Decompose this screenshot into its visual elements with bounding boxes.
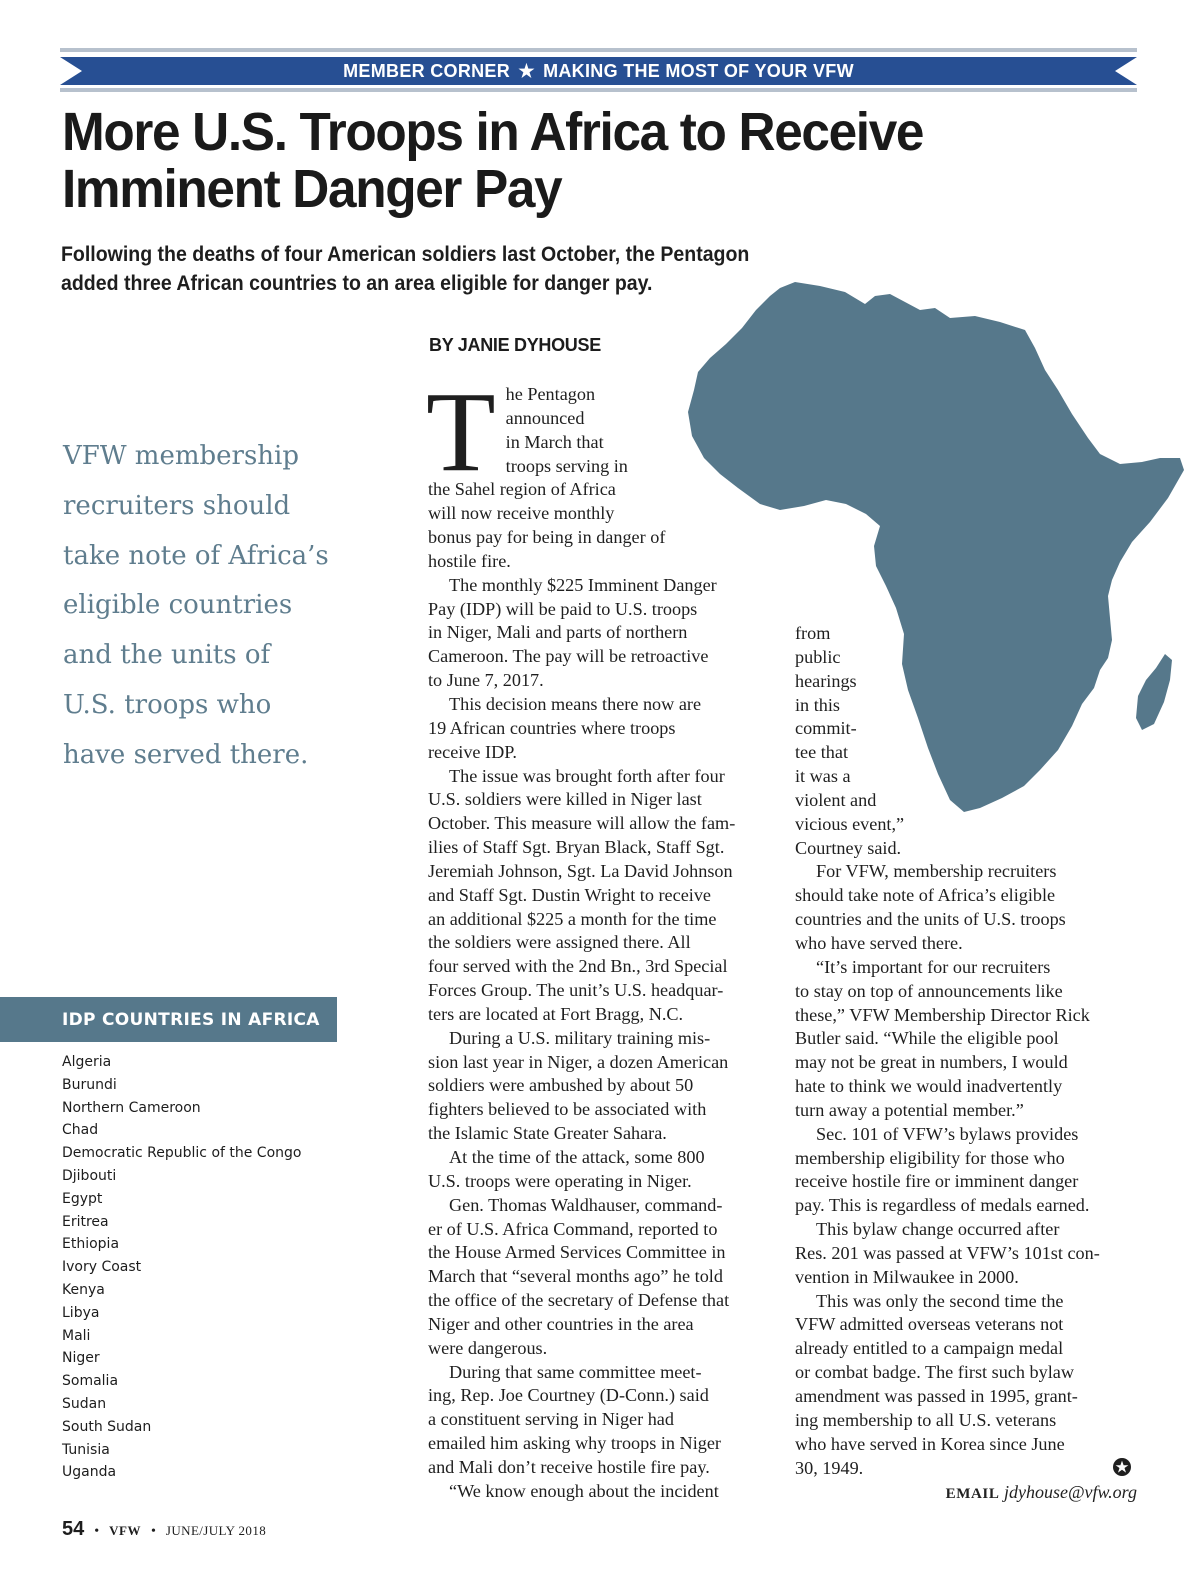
article-line: soldiers were ambushed by about 50 xyxy=(428,1075,694,1096)
article-line: At the time of the attack, some 800 xyxy=(449,1147,705,1167)
article-line: it was a xyxy=(795,766,851,787)
article-line: were dangerous. xyxy=(428,1337,548,1358)
article-line: Gen. Thomas Waldhauser, command- xyxy=(449,1194,723,1215)
article-line: to stay on top of announcements like xyxy=(795,980,1063,1001)
article-line: violent and xyxy=(795,789,877,810)
article-line: Cameroon. The pay will be retroactive xyxy=(428,646,709,667)
article-paragraph xyxy=(795,1218,1140,1290)
banner-left-text: MEMBER CORNER xyxy=(343,61,511,81)
article-line: tee that xyxy=(795,742,849,763)
article-line: The monthly $225 Imminent Danger xyxy=(449,574,717,595)
article-line: may not be great in numbers, I would xyxy=(795,1052,1068,1073)
drop-cap: T xyxy=(426,368,496,495)
article-line: This decision means there now are xyxy=(449,693,702,714)
country-item: Chad xyxy=(62,1122,99,1139)
article-line: in Niger, Mali and parts of northern xyxy=(428,622,688,643)
article-paragraph xyxy=(428,574,773,693)
article-line: in this xyxy=(795,694,840,715)
country-item: Northern Cameroon xyxy=(62,1099,201,1116)
article-line: Pay (IDP) will be paid to U.S. troops xyxy=(428,598,698,619)
article-line: vention in Milwaukee in 2000. xyxy=(795,1266,1019,1287)
article-line: he Pentagon xyxy=(505,384,596,404)
pull-quote-line: take note of Africa’s xyxy=(63,540,329,571)
article-line: and Staff Sgt. Dustin Wright to receive xyxy=(428,884,711,905)
article-line: March that “several months ago” he told xyxy=(428,1266,723,1287)
pull-quote-line: have served there. xyxy=(63,739,309,770)
article-line: This was only the second time the xyxy=(816,1290,1064,1311)
article-line: the Islamic State Greater Sahara. xyxy=(428,1123,667,1144)
article-line: fighters believed to be associated with xyxy=(428,1099,707,1120)
article-line: ing, Rep. Joe Courtney (D-Conn.) said xyxy=(428,1385,709,1406)
banner-right-text: MAKING THE MOST OF YOUR VFW xyxy=(543,61,854,81)
footer-separator: • xyxy=(151,1524,156,1539)
article-paragraph xyxy=(795,860,1140,955)
article-paragraph xyxy=(795,956,1140,1123)
pull-quote-line: recruiters should xyxy=(63,490,291,521)
dek-line-1: Following the deaths of four American soldiers last October, the Pentagon xyxy=(61,243,750,266)
article-line: 30, 1949. xyxy=(795,1457,864,1478)
article-line: who have served there. xyxy=(795,932,963,953)
sidebar-header xyxy=(0,997,337,1042)
country-item: South Sudan xyxy=(62,1418,152,1435)
article-line: Sec. 101 of VFW’s bylaws provides xyxy=(816,1123,1079,1144)
article-line: four served with the 2nd Bn., 3rd Special xyxy=(428,956,728,977)
article-paragraph xyxy=(795,622,1140,860)
email-address[interactable]: jdyhouse@vfw.org xyxy=(1003,1482,1137,1502)
country-item: Eritrea xyxy=(62,1213,109,1230)
magazine-name: VFW xyxy=(109,1523,141,1538)
article-line: ilies of Staff Sgt. Bryan Black, Staff Sgt. xyxy=(428,837,725,858)
page-number: 54 xyxy=(62,1518,85,1540)
email-label: EMAIL xyxy=(945,1486,1000,1502)
article-paragraph xyxy=(428,1194,773,1361)
article-line: bonus pay for being in danger of xyxy=(428,527,666,548)
country-item: Niger xyxy=(62,1350,100,1367)
article-line: er of U.S. Africa Command, reported to xyxy=(428,1218,718,1239)
headline xyxy=(62,104,993,218)
article-paragraph xyxy=(428,1146,773,1194)
article-line: the House Armed Services Committee in xyxy=(428,1242,726,1263)
headline-line-1: More U.S. Troops in Africa to Receive xyxy=(62,102,924,162)
article-line: Courtney said. xyxy=(795,837,902,858)
country-list xyxy=(62,1051,301,1484)
article-line: who have served in Korea since June xyxy=(795,1433,1065,1454)
article-line: Butler said. “While the eligible pool xyxy=(795,1028,1059,1049)
article-line: to June 7, 2017. xyxy=(428,670,544,691)
article-line: U.S. soldiers were killed in Niger last xyxy=(428,789,702,810)
article-line: “It’s important for our recruiters xyxy=(816,956,1051,977)
article-line: Jeremiah Johnson, Sgt. La David Johnson xyxy=(428,860,733,881)
article-paragraph xyxy=(795,1290,1140,1481)
country-item: Ethiopia xyxy=(62,1236,120,1253)
country-item: Mali xyxy=(62,1327,91,1344)
article-line: pay. This is regardless of medals earned. xyxy=(795,1195,1090,1216)
article-line: Niger and other countries in the area xyxy=(428,1313,694,1334)
article-line: receive hostile fire or imminent danger xyxy=(795,1171,1079,1192)
article-line: The issue was brought forth after four xyxy=(449,765,725,786)
article-line: membership eligibility for those who xyxy=(795,1147,1065,1168)
article-line: October. This measure will allow the fam- xyxy=(428,813,736,834)
country-item: Sudan xyxy=(62,1395,107,1412)
article-line: or combat badge. The first such bylaw xyxy=(795,1362,1074,1383)
pull-quote-line: VFW membership xyxy=(63,441,300,471)
article-line: 19 African countries where troops xyxy=(428,717,676,738)
country-item: Libya xyxy=(62,1304,100,1321)
article-line: announced xyxy=(505,407,585,428)
article-line: This bylaw change occurred after xyxy=(816,1219,1060,1240)
page-footer xyxy=(62,1518,266,1541)
pull-quote xyxy=(63,432,363,781)
article-line: and Mali don’t receive hostile fire pay. xyxy=(428,1456,710,1477)
article-paragraph xyxy=(426,368,773,574)
byline: BY JANIE DYHOUSE xyxy=(429,335,601,355)
article-line: hostile fire. xyxy=(428,550,511,571)
pull-quote-line: and the units of xyxy=(63,640,271,671)
article-line: U.S. troops were operating in Niger. xyxy=(428,1170,692,1191)
pull-quote-line: eligible countries xyxy=(63,590,293,621)
author-email xyxy=(930,1482,1137,1503)
article-line: countries and the units of U.S. troops xyxy=(795,909,1066,930)
article-line: in March that xyxy=(505,431,604,452)
article-paragraph xyxy=(795,1123,1140,1218)
country-item: Burundi xyxy=(62,1076,117,1093)
country-item: Ivory Coast xyxy=(62,1259,142,1276)
country-item: Algeria xyxy=(62,1054,112,1070)
country-item: Somalia xyxy=(62,1373,119,1390)
article-line: VFW admitted overseas veterans not xyxy=(795,1314,1064,1335)
article-line: already entitled to a campaign medal xyxy=(795,1338,1064,1359)
headline-line-2: Imminent Danger Pay xyxy=(62,159,562,219)
article-line: public xyxy=(795,646,841,667)
article-line: troops serving in xyxy=(505,455,628,476)
sidebar-title: IDP COUNTRIES IN AFRICA xyxy=(62,1010,320,1030)
section-banner xyxy=(60,48,1137,96)
article-line: For VFW, membership recruiters xyxy=(816,861,1057,882)
article-paragraph xyxy=(428,765,773,1027)
article-line: ing membership to all U.S. veterans xyxy=(795,1409,1057,1430)
article-line: the office of the secretary of Defense that xyxy=(428,1290,730,1311)
country-item: Kenya xyxy=(62,1281,105,1298)
article-line: the Sahel region of Africa xyxy=(428,479,616,500)
article-line: During a U.S. military training mis- xyxy=(449,1027,711,1048)
article-line: an additional $225 a month for the time xyxy=(428,908,717,929)
article-line: amendment was passed in 1995, grant- xyxy=(795,1386,1078,1406)
article-line: the soldiers were assigned there. All xyxy=(428,932,691,953)
article-line: these,” VFW Membership Director Rick xyxy=(795,1004,1090,1025)
article-line: emailed him asking why troops in Niger xyxy=(428,1433,721,1454)
banner-label xyxy=(60,57,1137,85)
issue-date: JUNE/JULY 2018 xyxy=(165,1523,267,1538)
article-line: receive IDP. xyxy=(428,741,517,762)
dek xyxy=(61,240,768,298)
country-item: Tunisia xyxy=(62,1441,110,1458)
article-paragraph xyxy=(428,1480,773,1504)
article-line: ters are located at Fort Bragg, N.C. xyxy=(428,1003,684,1024)
footer-separator: • xyxy=(94,1524,100,1539)
article-line: will now receive monthly xyxy=(428,503,615,524)
article-line: should take note of Africa’s eligible xyxy=(795,885,1056,906)
article-line: turn away a potential member.” xyxy=(795,1099,1024,1120)
article-paragraph xyxy=(428,1361,773,1480)
article-line: a constituent serving in Niger had xyxy=(428,1409,674,1430)
banner-bottom-rule xyxy=(60,88,1137,92)
end-mark-star-icon xyxy=(1112,1457,1132,1477)
article-line: During that same committee meet- xyxy=(449,1361,702,1382)
article-line: Res. 201 was passed at VFW’s 101st con- xyxy=(795,1242,1100,1263)
dek-line-2: added three African countries to an area eligible for danger pay. xyxy=(61,272,653,295)
article-line: vicious event,” xyxy=(795,813,905,834)
article-line: from xyxy=(795,623,831,643)
article-line: Forces Group. The unit’s U.S. headquar- xyxy=(428,980,724,1001)
article-line: hate to think we would inadvertently xyxy=(795,1076,1063,1097)
article-line: hearings xyxy=(795,670,857,691)
article-paragraph xyxy=(428,693,773,765)
article-column-2 xyxy=(795,622,1140,1480)
banner-top-rule xyxy=(60,48,1137,52)
country-item: Egypt xyxy=(62,1190,103,1207)
article-column-1 xyxy=(426,368,773,1504)
article-paragraph xyxy=(428,1027,773,1146)
pull-quote-line: U.S. troops who xyxy=(63,689,272,720)
article-line: sion last year in Niger, a dozen American xyxy=(428,1051,729,1072)
article-line: “We know enough about the incident xyxy=(449,1480,719,1501)
country-item: Democratic Republic of the Congo xyxy=(62,1145,302,1162)
country-item: Djibouti xyxy=(62,1167,117,1184)
country-item: Uganda xyxy=(62,1464,117,1481)
article-line: commit- xyxy=(795,718,857,739)
banner-star-icon: ★ xyxy=(518,61,535,81)
